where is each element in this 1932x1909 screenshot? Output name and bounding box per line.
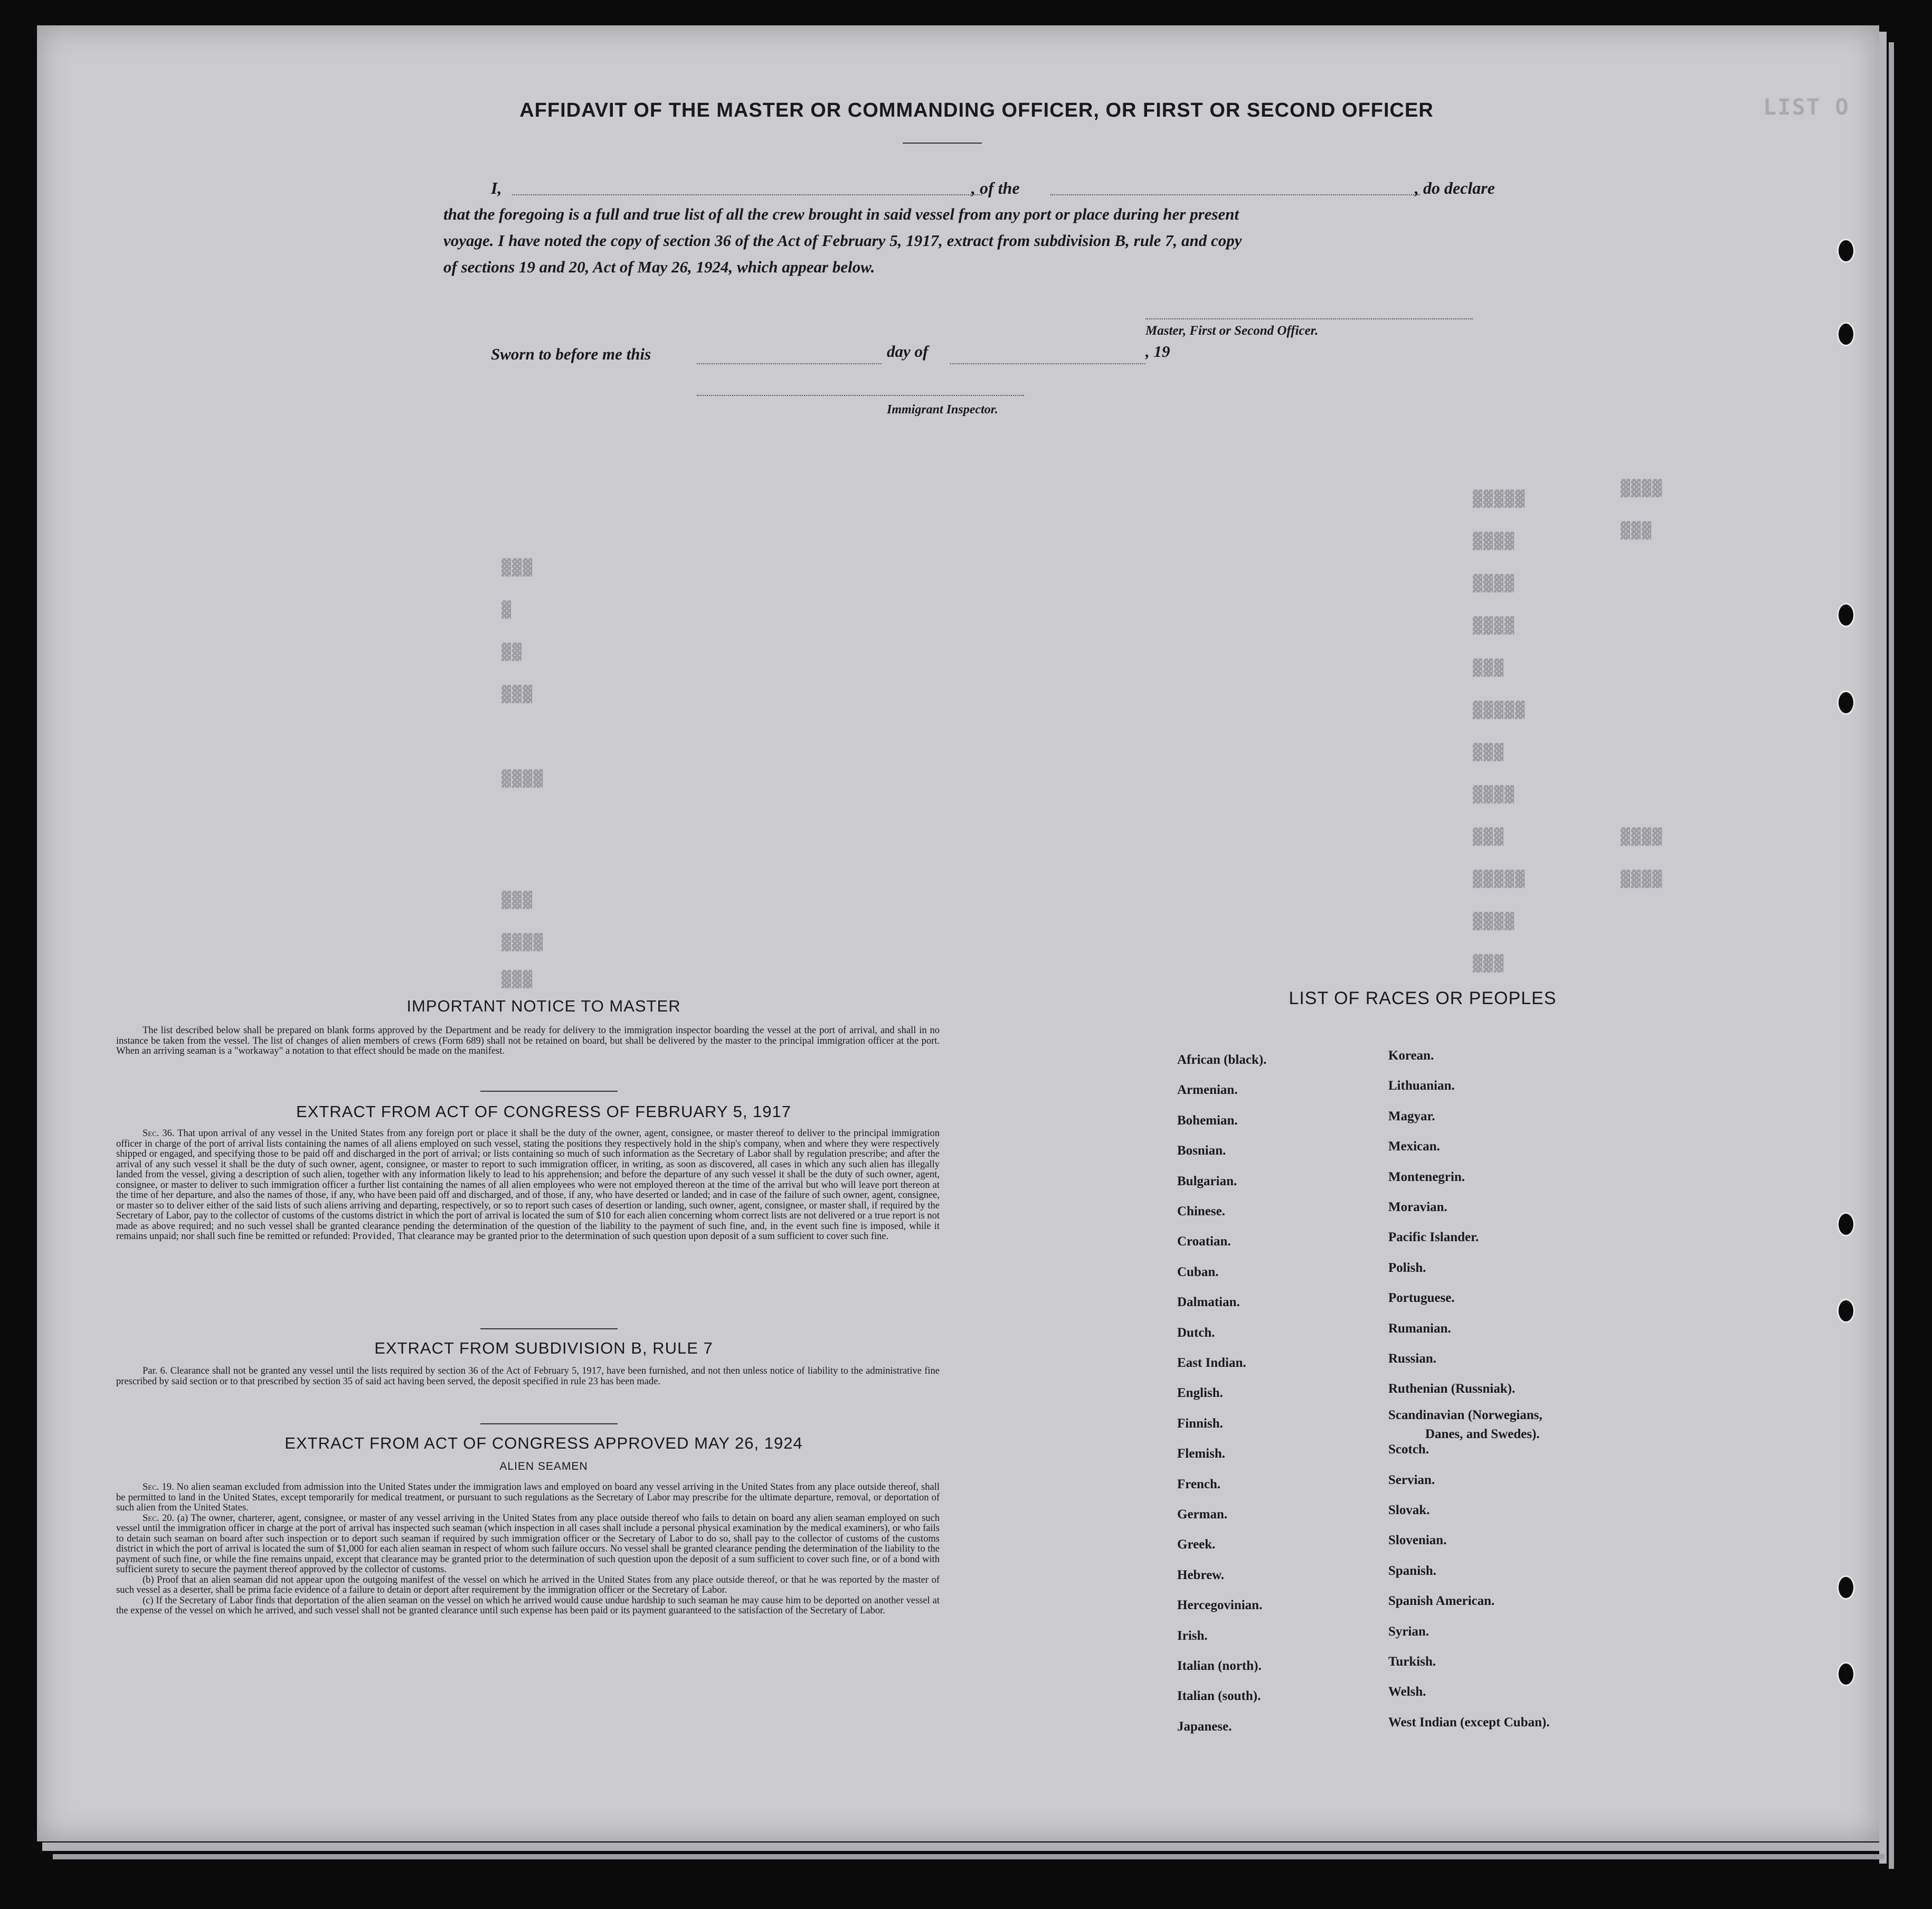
section-19-text: No alien seaman excluded from admission into the United States under the immigration laws and employed on board any vessel arriving in the United States from any place outside thereof, shall be permitted to land in the United States, except temporarily for medical treatment, or pursuant to such regulations as the Secretary of Labor may prescribe for the ultimate departure, removal, or deportation of such alien from the United States.: [116, 1482, 940, 1513]
race-item: Turkish.: [1388, 1655, 1436, 1669]
race-item: Hercegovinian.: [1177, 1598, 1263, 1613]
extract-1924-body: [116, 1482, 940, 1617]
race-item: African (black).: [1177, 1053, 1267, 1067]
section-36-label: Sec. 36.: [143, 1128, 175, 1139]
divider-2: [480, 1328, 618, 1329]
race-item: Lithuanian.: [1388, 1079, 1455, 1093]
race-item: Cuban.: [1177, 1264, 1219, 1279]
race-item: Mexican.: [1388, 1139, 1440, 1154]
vessel-field[interactable]: [1050, 194, 1420, 195]
page-edge-right: [1879, 32, 1887, 1864]
race-item: Magyar.: [1388, 1109, 1435, 1123]
section-20a-text: (a) The owner, charterer, agent, consignee, or master of any vessel arriving in the United States from any place outside thereof who fails to detain on board any alien seaman employed on such vessel until the immigration officer in charge at the port of arrival has inspected such seaman (which inspection in all cases shall include a personal physical examination by the medical examiners), or who fails to detain such seaman on board after such inspection or to deport such seaman if required by such immigration officer or the Secretary of Labor to do so, shall pay to the collector of customs of the customs district in which the port of arrival is located the sum of $1,000 for each alien seaman in respect of whom such failure occurs. No vessel shall be granted clearance pending the determination of the liability to the payment of such fine, or while the fine remains unpaid, except that clearance may be granted prior to the determination of such question upon the deposit of a sum sufficient to cover such fine, or of a bond with sufficient surety to secure the payment thereof approved by the collector of customs.: [116, 1513, 940, 1575]
race-item: West Indian (except Cuban).: [1388, 1715, 1550, 1730]
divider-3: [480, 1423, 618, 1424]
race-item: Flemish.: [1177, 1447, 1225, 1461]
race-item: Bulgarian.: [1177, 1174, 1237, 1188]
notice-body: The list described below shall be prepared on blank forms approved by the Department and be ready for delivery to the immigration inspector boarding the vessel at the port of arrival, and shall in no instance be taken from the vessel. The list of changes of alien members of crews (Form 689) shall not be retained on board, but shall be delivered by the master to the principal immigration officer at the port. When an arriving seaman is a "workaway" a notation to that effect should be made on the manifest.: [116, 1025, 940, 1056]
binder-hole: [1837, 239, 1855, 263]
section-36-text-end: That clearance may be granted prior to the determination of such question upon deposit of a sum sufficient to cover such fine.: [397, 1231, 889, 1242]
binder-hole: [1837, 1575, 1855, 1600]
race-item: Portuguese.: [1388, 1291, 1455, 1306]
race-item: Bohemian.: [1177, 1113, 1238, 1128]
race-item: Croatian.: [1177, 1234, 1231, 1249]
race-item: Korean.: [1388, 1048, 1434, 1063]
race-item: Spanish.: [1388, 1563, 1437, 1578]
binder-hole: [1837, 322, 1855, 346]
race-item: Slovak.: [1388, 1503, 1430, 1517]
race-item: Syrian.: [1388, 1624, 1429, 1639]
binder-hole: [1837, 1662, 1855, 1686]
race-item: French.: [1177, 1477, 1221, 1491]
race-item: Dutch.: [1177, 1325, 1215, 1340]
binder-hole: [1837, 603, 1855, 627]
declaration-i: I,: [491, 178, 502, 197]
section-20-label: Sec. 20.: [143, 1513, 175, 1524]
race-item: Bosnian.: [1177, 1143, 1226, 1158]
day-of-label: day of: [887, 342, 929, 361]
provided-clause: Provided,: [352, 1231, 395, 1242]
race-item: Polish.: [1388, 1260, 1426, 1275]
rule-7-body: Par. 6. Clearance shall not be granted any vessel until the lists required by section 36 of the Act of February 5, 1917, have been furnished, and not then unless notice of liability to the administrative fine prescribed by said section or to that prescribed by section 35 of said act having been served, the deposit specified in rule 23 has been made.: [116, 1366, 940, 1387]
race-item: Ruthenian (Russniak).: [1388, 1382, 1516, 1396]
master-label: Master, First or Second Officer.: [1145, 324, 1319, 338]
document-page: [37, 25, 1879, 1841]
race-item: Irish.: [1177, 1628, 1208, 1643]
declaration-line-3: of sections 19 and 20, Act of May 26, 1924, which appear below.: [443, 258, 875, 276]
section-19-label: Sec. 19.: [143, 1482, 174, 1492]
inspector-label: Immigrant Inspector.: [887, 403, 998, 417]
divider-1: [480, 1091, 618, 1092]
race-item: East Indian.: [1177, 1356, 1246, 1370]
race-item: Japanese.: [1177, 1719, 1232, 1734]
alien-seamen-subtitle: ALIEN SEAMEN: [499, 1460, 588, 1472]
page-edge-right-back: [1889, 42, 1894, 1869]
races-title: LIST OF RACES OR PEOPLES: [1289, 988, 1557, 1008]
bleed-through-text: LIST O ▓▓▓▓ ▓▓▓ ▓▓▓▓▓ ▓▓▓▓ ▓▓▓▓ ▓▓▓▓ ▓▓▓ ▓▓▓▓▓ ▓▓▓ ▓▓▓▓ ▓▓▓ ▓▓▓▓▓ ▓▓▓▓ ▓▓▓ ▓▓▓▓ ▓▓▓▓ ▓▓▓ ▓ ▓▓ ▓▓▓ ▓▓▓▓ ▓▓▓ ▓▓▓▓ ▓▓▓: [501, 94, 1850, 989]
race-item: Moravian.: [1388, 1200, 1447, 1214]
year-label: , 19: [1145, 342, 1170, 361]
declaration-do-declare: , do declare: [1415, 178, 1495, 197]
race-item: Slovenian.: [1388, 1533, 1447, 1548]
race-item: Hebrew.: [1177, 1567, 1225, 1582]
binder-hole: [1837, 1212, 1855, 1236]
declaration-of-the: , of the: [971, 178, 1020, 197]
race-item: Montenegrin.: [1388, 1169, 1465, 1184]
inspector-signature-line[interactable]: [697, 395, 1024, 396]
sworn-day-field[interactable]: [697, 363, 882, 364]
title-underline: [903, 143, 982, 144]
race-item: Danes, and Swedes).: [1425, 1426, 1540, 1441]
race-item: Scotch.: [1388, 1442, 1429, 1457]
extract-1924-title: EXTRACT FROM ACT OF CONGRESS APPROVED MAY 26, 1924: [285, 1434, 803, 1452]
race-item: Finnish.: [1177, 1416, 1223, 1431]
race-item: Italian (south).: [1177, 1689, 1261, 1704]
sworn-label: Sworn to before me this: [491, 345, 651, 363]
master-signature-line[interactable]: [1145, 318, 1473, 319]
section-20b-text: (b) Proof that an alien seaman did not appear upon the outgoing manifest of the vessel on which he arrived in the United States from any place outside thereof, or that he was reported by the master of such vessel as a deserter, shall be prima facie evidence of a failure to detain or deport after requirement by the immigration officer or the Secretary of Labor.: [116, 1574, 940, 1595]
race-item: Dalmatian.: [1177, 1295, 1240, 1310]
race-item: Italian (north).: [1177, 1659, 1262, 1673]
notice-title: IMPORTANT NOTICE TO MASTER: [406, 997, 681, 1015]
extract-1917-body: [116, 1129, 940, 1242]
race-item: Greek.: [1177, 1537, 1216, 1552]
race-item: Russian.: [1388, 1352, 1437, 1366]
race-item: German.: [1177, 1507, 1228, 1521]
race-item: Rumanian.: [1388, 1321, 1451, 1336]
extract-1917-title: EXTRACT FROM ACT OF CONGRESS OF FEBRUARY 5, 1917: [296, 1102, 792, 1121]
binder-hole: [1837, 691, 1855, 715]
name-field[interactable]: [512, 194, 982, 195]
section-20c-text: (c) If the Secretary of Labor finds that deportation of the alien seaman on the vessel on which he arrived would cause undue hardship to such seaman he may cause him to be deported on another vessel at the expense of the vessel on which he arrived, and such vessel shall not be granted clearance until such expense has been paid or its payment guaranteed to the satisfaction of the Secretary of Labor.: [116, 1595, 940, 1616]
race-item: Scandinavian (Norwegians,: [1388, 1407, 1542, 1422]
declaration-line-1: that the foregoing is a full and true list of all the crew brought in said vessel from any port or place during her present: [443, 205, 1239, 223]
race-item: Spanish American.: [1388, 1594, 1495, 1609]
page-edge-bottom-back: [53, 1854, 1884, 1859]
race-item: Chinese.: [1177, 1204, 1225, 1218]
race-item: Servian.: [1388, 1472, 1435, 1487]
binder-hole: [1837, 1299, 1855, 1323]
race-item: Pacific Islander.: [1388, 1230, 1479, 1245]
declaration-line-2: voyage. I have noted the copy of section 36 of the Act of February 5, 1917, extract from subdivision B, rule 7, and copy: [443, 231, 1242, 250]
race-item: Armenian.: [1177, 1083, 1238, 1098]
race-item: English.: [1177, 1386, 1223, 1401]
sworn-month-field[interactable]: [950, 363, 1145, 364]
section-36-text: That upon arrival of any vessel in the United States from any foreign port or place it shall be the duty of the owner, agent, consignee, or master thereof to deliver to the principal immigration officer in charge of the port of arrival lists containing the names of all aliens employed on such vessel, stating the positions they respectively hold in the ship's company, when and where they were respectively shipped or engaged, and specifying those to be paid off and discharged in the port of arrival; or lists containing so much of such information as the Secretary of Labor shall by regulation prescribe; and after the arrival of any such vessel it shall be the duty of such owner, agent, consignee, or master to report to such immigration officer, in writing, as soon as discovered, all cases in which any such alien has illegally landed from the vessel, giving a description of such alien, together with any information likely to lead to his apprehension; and before the departure of any such vessel it shall be the duty of such owner, agent, consignee, or master to deliver to such immigration officer a further list containing the names of all alien employees who were not employed thereon at the time of the arrival but who will leave port thereon at the time of her departure, and also the names of those, if any, who have been paid off and discharged, and of those, if any, who have deserted or landed; and in case of the failure of such owner, agent, consignee, or master so to deliver either of the said lists of such aliens arriving and departing, respectively, or so to report such cases of desertion or landing, such owner, agent, consignee, or master shall, if required by the Secretary of Labor, pay to the collector of customs of the customs district in which the port of arrival is located the sum of $10 for each alien concerning whom correct lists are not delivered or a true report is not made as above required; and no such vessel shall be granted clearance pending the determination of the question of the liability to the payment of such fine, and, in the event such fine is imposed, while it remains unpaid; nor shall such fine be remitted or refunded:: [116, 1128, 940, 1242]
page-edge-bottom: [42, 1842, 1879, 1851]
affidavit-title: AFFIDAVIT OF THE MASTER OR COMMANDING OFFICER, OR FIRST OR SECOND OFFICER: [519, 99, 1434, 121]
rule-7-title: EXTRACT FROM SUBDIVISION B, RULE 7: [374, 1339, 713, 1357]
race-item: Welsh.: [1388, 1685, 1426, 1699]
